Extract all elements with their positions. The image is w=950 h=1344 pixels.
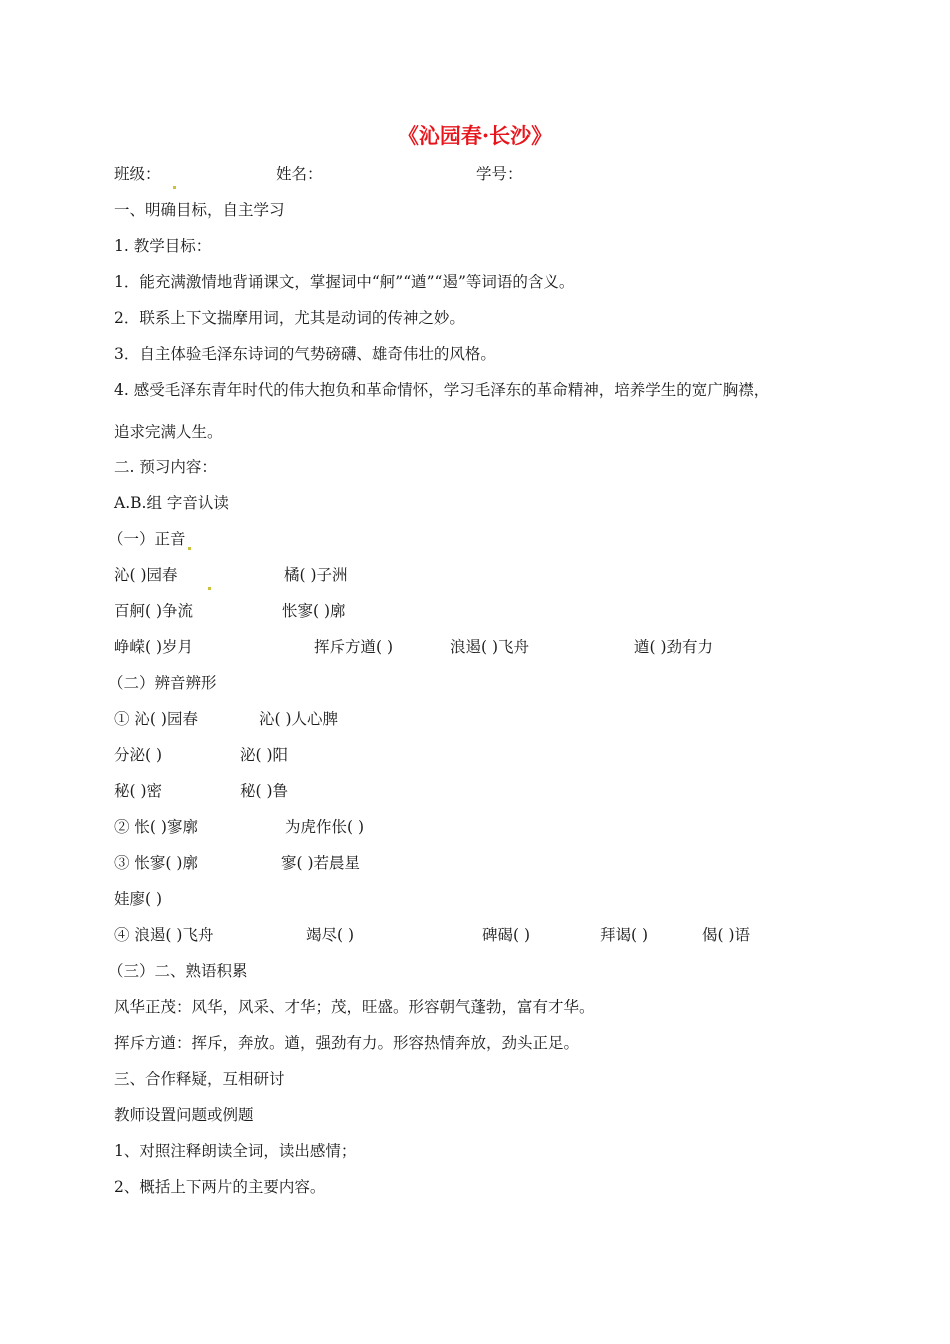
part-heading-3: （三）二、熟语积累 <box>108 962 248 980</box>
part-heading-1-text: （一）正音 <box>108 530 186 548</box>
name-label: 姓名： <box>276 165 323 183</box>
item: 秘( )密 <box>114 782 163 800</box>
section-heading-3: 三、合作释疑，互相研讨 <box>114 1070 285 1088</box>
class-label: 班级： <box>114 165 161 183</box>
item: 橘( )子洲 <box>284 566 348 584</box>
idiom-1: 风华正茂：风华，风采、才华；茂，旺盛。形容朝气蓬勃，富有才华。 <box>114 998 595 1016</box>
mark-dot <box>171 167 176 189</box>
item: 为虎作伥( ) <box>285 818 365 836</box>
item: 寥( )若晨星 <box>281 854 361 872</box>
question-2: 2、概括上下两片的主要内容。 <box>114 1178 326 1196</box>
item: ① 沁( )园春 <box>114 710 198 728</box>
item: ③ 怅寥( )廓 <box>114 854 198 872</box>
goal-4: 4. 感受毛泽东青年时代的伟大抱负和革命情怀，学习毛泽东的革命精神，培养学生的宽广胸襟， <box>114 381 770 399</box>
question-1: 1、对照注释朗读全词，读出感情； <box>114 1142 357 1160</box>
item: ② 怅( )寥廓 <box>114 818 198 836</box>
mark-dot <box>206 568 211 590</box>
item: 泌( )阳 <box>240 746 289 764</box>
goal-3: 3．自主体验毛泽东诗词的气势磅礴、雄奇伟壮的风格。 <box>114 345 496 363</box>
goal-1: 1．能充满激情地背诵课文，掌握词中“舸”“遒”“遏”等词语的含义。 <box>114 273 575 291</box>
id-label: 学号： <box>476 165 523 183</box>
item: 秘( )鲁 <box>240 782 289 800</box>
item: 沁( )人心脾 <box>259 710 339 728</box>
teacher-note: 教师设置问题或例题 <box>114 1106 254 1124</box>
section-heading-2: 二. 预习内容： <box>114 458 217 476</box>
item: 沁( )园春 <box>114 566 178 584</box>
page-title: 《沁园春·长沙》 <box>397 123 553 148</box>
goal-4-continued: 追求完满人生。 <box>114 423 223 441</box>
item: 浪遏( )飞舟 <box>450 638 530 656</box>
distinguish-row-6: 娃廖( ) <box>114 890 163 908</box>
part-heading-1 <box>108 528 191 550</box>
item: 竭尽( ) <box>306 926 355 944</box>
mark-dot <box>188 547 191 550</box>
item: 挥斥方遒( ) <box>314 638 394 656</box>
idiom-2: 挥斥方遒：挥斥，奔放。遒，强劲有力。形容热情奔放，劲头正足。 <box>114 1034 580 1052</box>
item: 分泌( ) <box>114 746 163 764</box>
item: 百舸( )争流 <box>114 602 194 620</box>
item: 碑碣( ) <box>482 926 531 944</box>
section-heading-1: 一、明确目标，自主学习 <box>114 201 285 219</box>
part-heading-2: （二）辨音辨形 <box>108 674 217 692</box>
goals-heading: 1. 教学目标： <box>114 237 212 255</box>
group-heading: A.B.组 字音认读 <box>114 494 229 512</box>
item: 偈( )语 <box>702 926 751 944</box>
item: 怅寥( )廓 <box>282 602 346 620</box>
item: 峥嵘( )岁月 <box>114 638 194 656</box>
item: 拜谒( ) <box>600 926 649 944</box>
item: 遒( )劲有力 <box>634 638 714 656</box>
item: ④ 浪遏( )飞舟 <box>114 926 214 944</box>
goal-2: 2．联系上下文揣摩用词，尤其是动词的传神之妙。 <box>114 309 465 327</box>
